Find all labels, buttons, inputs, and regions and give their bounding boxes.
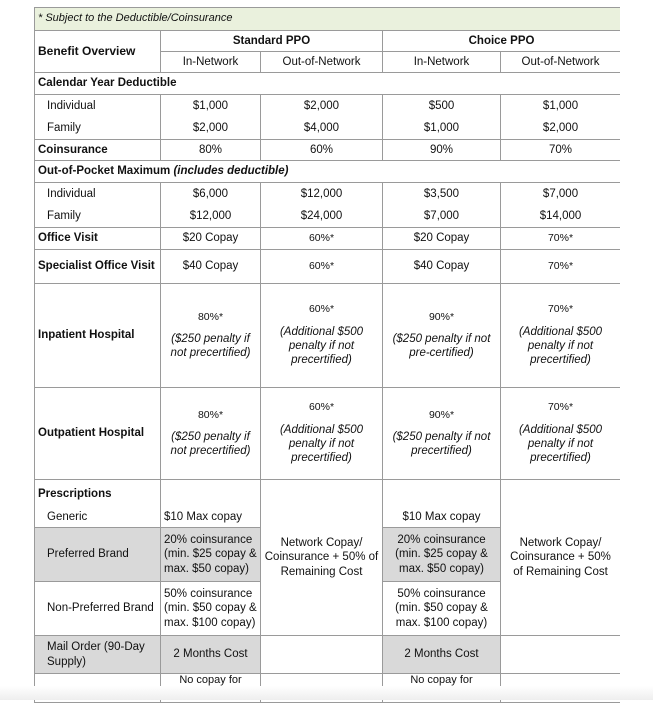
inpatient-cell xyxy=(501,284,621,388)
oop-title-note: (includes deductible) xyxy=(173,165,289,178)
value-cell: 70%* xyxy=(501,228,621,250)
outpatient-cell xyxy=(161,388,261,480)
pct-value: 60%* xyxy=(308,303,335,316)
value-cell: 20% coinsurance (min. $25 copay & max. $50 copay) xyxy=(383,528,501,582)
row-label: Individual xyxy=(35,183,161,206)
value-cell: $10 Max copay xyxy=(383,508,501,528)
value-cell: 60%* xyxy=(261,228,383,250)
value-cell: $10 Max copay xyxy=(161,508,261,528)
row-label: Inpatient Hospital xyxy=(35,284,161,388)
value-cell: $4,000 xyxy=(261,118,383,140)
value-cell: 2 Months Cost xyxy=(161,636,261,674)
value-cell: 80% xyxy=(161,140,261,161)
value-cell: $2,000 xyxy=(501,118,621,140)
outpatient-cell xyxy=(501,388,621,480)
penalty-note: (Additional $500 penalty if not precertified) xyxy=(279,423,364,465)
row-label: Specialist Office Visit xyxy=(35,250,161,284)
cut-off-text: No copay for xyxy=(383,674,501,703)
pct-value: 70%* xyxy=(547,303,574,316)
rx-oon-cell: Network Copay/ Coinsurance + 50% of Remaining Cost xyxy=(261,480,383,636)
row-label: Family xyxy=(35,206,161,228)
pct-value: 80%* xyxy=(197,310,224,323)
value-cell: $24,000 xyxy=(261,206,383,228)
value-cell: $12,000 xyxy=(261,183,383,206)
plan-choice-ppo: Choice PPO xyxy=(383,31,621,52)
inpatient-cell xyxy=(161,284,261,388)
row-label: Individual xyxy=(35,95,161,118)
value-cell: $3,500 xyxy=(383,183,501,206)
row-label: Non-Preferred Brand xyxy=(35,582,161,636)
penalty-note: (Additional $500 penalty if not precertified) xyxy=(518,325,603,367)
value-cell: $2,000 xyxy=(261,95,383,118)
value-cell: $20 Copay xyxy=(161,228,261,250)
row-label: Family xyxy=(35,118,161,140)
cut-off-text: No copay for xyxy=(161,674,261,703)
value-cell: $12,000 xyxy=(161,206,261,228)
value-cell: $14,000 xyxy=(501,206,621,228)
deductible-section-title: Calendar Year Deductible xyxy=(35,73,621,95)
value-cell: 70%* xyxy=(501,250,621,284)
plan-standard-ppo: Standard PPO xyxy=(161,31,383,52)
network-header: In-Network xyxy=(383,52,501,73)
value-cell: $1,000 xyxy=(383,118,501,140)
value-cell: $2,000 xyxy=(161,118,261,140)
inpatient-cell xyxy=(261,284,383,388)
penalty-note: (Additional $500 penalty if not precertified) xyxy=(518,423,603,465)
network-header: Out-of-Network xyxy=(501,52,621,73)
network-header: In-Network xyxy=(161,52,261,73)
value-cell: 60% xyxy=(261,140,383,161)
pct-value: 60%* xyxy=(308,401,335,414)
value-cell: 50% coinsurance (min. $50 copay & max. $100 copay) xyxy=(383,582,501,636)
value-cell: $7,000 xyxy=(383,206,501,228)
inpatient-cell xyxy=(383,284,501,388)
benefit-table xyxy=(34,7,620,703)
pct-value: 80%* xyxy=(197,408,224,421)
value-cell: $40 Copay xyxy=(383,250,501,284)
pct-value: 70%* xyxy=(547,401,574,414)
penalty-note: ($250 penalty if not pre-certified) xyxy=(392,332,491,360)
row-label: Mail Order (90-Day Supply) xyxy=(35,636,161,674)
penalty-note: ($250 penalty if not precertified) xyxy=(170,332,251,360)
value-cell: 90% xyxy=(383,140,501,161)
row-label: Coinsurance xyxy=(35,140,161,161)
outpatient-cell xyxy=(383,388,501,480)
value-cell: 20% coinsurance (min. $25 copay & max. $50 copay) xyxy=(161,528,261,582)
row-label: Generic xyxy=(35,508,161,528)
penalty-note: ($250 penalty if not precertified) xyxy=(170,430,251,458)
row-label: Outpatient Hospital xyxy=(35,388,161,480)
value-cell: 60%* xyxy=(261,250,383,284)
value-cell: $20 Copay xyxy=(383,228,501,250)
benefits-sheet xyxy=(34,7,620,707)
value-cell: $1,000 xyxy=(161,95,261,118)
row-label: Office Visit xyxy=(35,228,161,250)
deductible-note: * Subject to the Deductible/Coinsurance xyxy=(35,8,621,31)
outpatient-cell xyxy=(261,388,383,480)
value-cell: 50% coinsurance (min. $50 copay & max. $100 copay) xyxy=(161,582,261,636)
row-label: Preferred Brand xyxy=(35,528,161,582)
value-cell: $7,000 xyxy=(501,183,621,206)
rx-oon-cell: Network Copay/ Coinsurance + 50% of Remaining Cost xyxy=(501,480,621,636)
pct-value: 90%* xyxy=(428,310,455,323)
penalty-note: (Additional $500 penalty if not precertified) xyxy=(279,325,364,367)
value-cell: $500 xyxy=(383,95,501,118)
value-cell: 2 Months Cost xyxy=(383,636,501,674)
value-cell: $40 Copay xyxy=(161,250,261,284)
benefit-overview-heading: Benefit Overview xyxy=(35,31,161,73)
bottom-fade xyxy=(0,686,653,700)
pct-value: 90%* xyxy=(428,408,455,421)
value-cell: $1,000 xyxy=(501,95,621,118)
penalty-note: ($250 penalty if not precertified) xyxy=(392,430,491,458)
oop-title: Out-of-Pocket Maximum xyxy=(38,165,171,178)
value-cell: $6,000 xyxy=(161,183,261,206)
prescriptions-title: Prescriptions xyxy=(35,480,161,508)
value-cell: 70% xyxy=(501,140,621,161)
network-header: Out-of-Network xyxy=(261,52,383,73)
oop-section-title xyxy=(35,161,621,183)
